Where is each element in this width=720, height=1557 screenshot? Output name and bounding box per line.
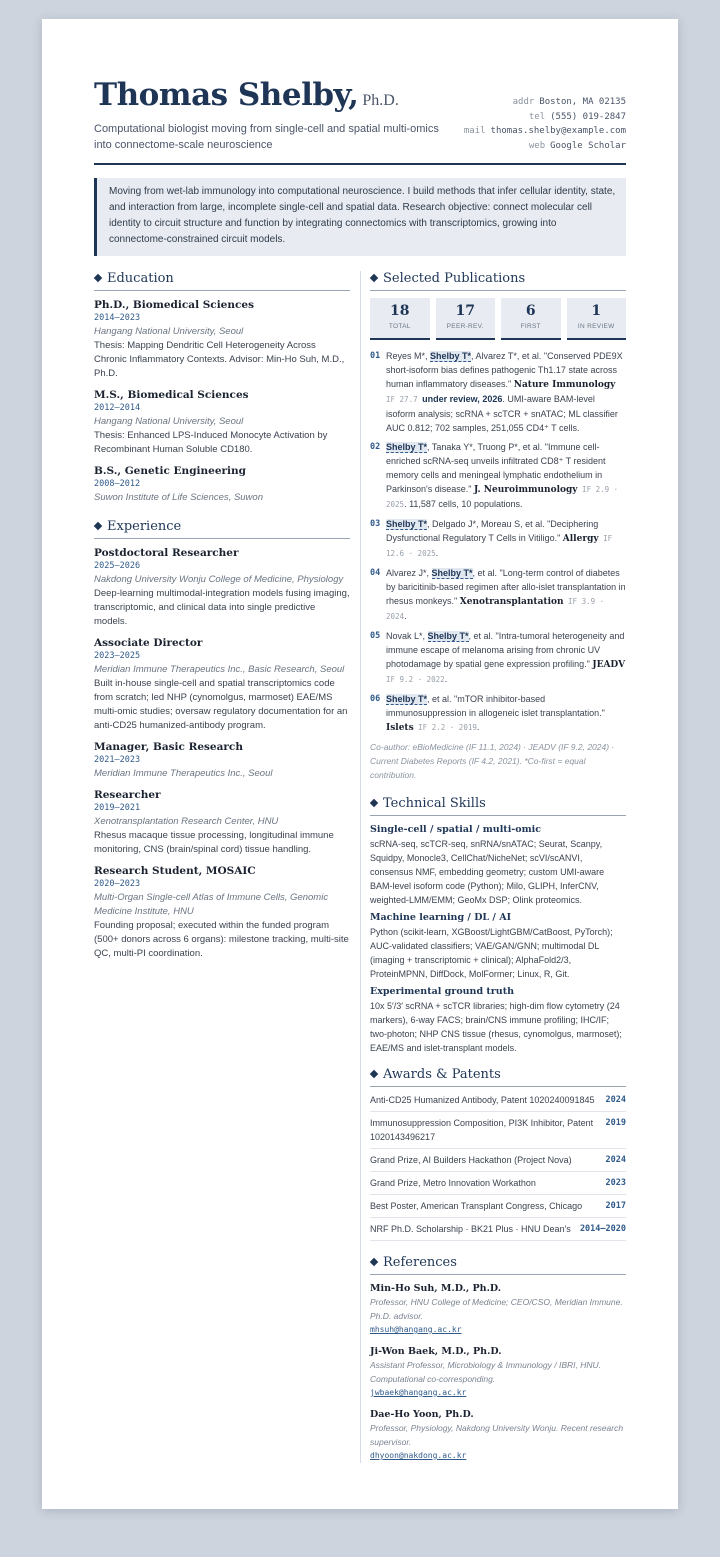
publication-item: 04 Alvarez J*, Shelby T*, et al. "Long-term control of diabetes by baricitinib-based regimen after allo-islet transplantation in rhesus monkeys." Xenotransplantation IF 3.9 · 2024.: [370, 566, 626, 624]
references-heading: References: [370, 1255, 626, 1275]
degree-title: M.S., Biomedical Sciences: [94, 389, 249, 401]
role-date: 2023–2025: [94, 651, 141, 661]
award-row: Immunosuppression Composition, PI3K Inhibitor, Patent 1020143496217 2019: [370, 1112, 626, 1149]
journal-name: Nature Immunology: [513, 380, 616, 390]
role-title: Associate Director: [94, 637, 203, 649]
skill-group-text: Python (scikit-learn, XGBoost/LightGBM/CatBoost, PyTorch); AUC-validated classifiers; VAE/GAN/GNN; multimodal DL (imaging + transcriptomic + clinical); AlphaFold2/3, ProteinMPNN, DiffDock, MolFormer; Linux, R, Git.: [370, 927, 613, 979]
reference-email-link[interactable]: mhsuh@hangang.ac.kr: [370, 1325, 462, 1334]
reference-item: [370, 1345, 626, 1400]
stat-total: 18 TOTAL: [370, 298, 430, 340]
contact-web[interactable]: web Google Scholar: [528, 140, 626, 151]
header-rule: [94, 163, 626, 165]
stat-first-author: 6 FIRST: [501, 298, 561, 340]
award-year: 2017: [605, 1201, 626, 1211]
role-title: Researcher: [94, 789, 161, 801]
self-author: Shelby T*: [431, 568, 473, 578]
tagline: Computational biologist moving from single-cell and spatial multi-omics into connectome-scale neuroscience: [94, 123, 439, 151]
reference-email-link[interactable]: jwbaek@hangang.ac.kr: [370, 1388, 467, 1397]
diamond-icon: [370, 1258, 378, 1266]
degree-desc: Thesis: Enhanced LPS-Induced Monocyte Activation by Recombinant Human Soluble CD180.: [94, 430, 328, 455]
awards-list: [370, 1089, 626, 1241]
education-entry: [94, 298, 350, 381]
publication-item: 06 Shelby T*, et al. "mTOR inhibitor-based immunosuppression in allogeneic islet transplantation." Islets IF 2.2 · 2019.: [370, 694, 605, 733]
diamond-icon: [370, 799, 378, 807]
skill-group-text: scRNA-seq, scTCR-seq, snRNA/snATAC; Seurat, Scanpy, Squidpy, Monocle3, CellChat/NicheNet; scVI/scANVI, consensus NMF, embedding geometry; custom UMI-aware BAM-level isoform code (Python); Milo, GLIPH, InferCNV, weighted-LMM/EMM; GeoMx DSP; Olink proteomics.: [370, 839, 605, 905]
role-desc: Built in-house single-cell and spatial transcriptomics code from scratch; led NHP (cynomolgus, marmoset) EAE/MS multi-omic studies; oversaw regulatory documentation for an anti-CD25 humanized-antibody program.: [94, 678, 348, 731]
degree-org: Hangang National University, Seoul: [94, 326, 244, 337]
degree-title: B.S., Genetic Engineering: [94, 465, 247, 477]
experience-entry: [94, 740, 350, 781]
impact-factor: IF 12.6 · 2025: [386, 534, 613, 558]
skill-group: [370, 911, 626, 981]
journal-name: Islets: [386, 723, 414, 733]
journal-name: Allergy: [562, 534, 599, 544]
awards-heading: Awards & Patents: [370, 1067, 626, 1087]
award-row: NRF Ph.D. Scholarship · BK21 Plus · HNU Dean's 2014–2020: [370, 1218, 626, 1241]
publication-item: 05 Novak L*, Shelby T*, et al. "Intra-tumoral heterogeneity and immune escape of melanoma arising from chronic UV photodamage by spatial gene expression profiling." JEADV IF 9.2 · 2022.: [370, 629, 626, 687]
degree-date: 2012–2014: [94, 403, 141, 413]
role-title: Postdoctoral Researcher: [94, 547, 239, 559]
impact-factor: IF 27.7: [386, 395, 423, 404]
impact-factor: IF 2.9 · 2025: [386, 485, 619, 509]
stat-peer-reviewed: 17 PEER-REV.: [436, 298, 496, 340]
diamond-icon: [370, 1070, 378, 1078]
degree-title: Ph.D., Biomedical Sciences: [94, 299, 254, 311]
role-date: 2019–2021: [94, 803, 141, 813]
experience-heading: Experience: [94, 519, 350, 539]
role-org: Nakdong University Wonju College of Medicine, Physiology: [94, 574, 344, 585]
reference-role: Professor, HNU College of Medicine; CEO/CSO, Meridian Immune. Ph.D. advisor.: [370, 1297, 623, 1321]
contact-block: [464, 95, 626, 153]
role-date: 2020–2023: [94, 879, 141, 889]
resume-sheet: [42, 19, 678, 1509]
skill-group-text: 10x 5′/3′ scRNA + scTCR libraries; high-dim flow cytometry (24 markers), 6-way FACS; brain/CNS immune profiling; IHC/IF; two-photon; NHP CNS tissue (rhesus, cynomolgus, marmoset); EAE/MS and islet-transplant models.: [370, 1001, 622, 1053]
skill-group: [370, 823, 626, 907]
experience-entry: [94, 864, 350, 961]
award-row: Grand Prize, Metro Innovation Workathon 2023: [370, 1172, 626, 1195]
contact-phone: tel (555) 019-2847: [528, 111, 626, 122]
award-year: 2019: [605, 1118, 626, 1128]
left-column: [94, 271, 350, 968]
publication-item: 01 Reyes M*, Shelby T*, Alvarez T*, et al. "Conserved PDE9X short-isoform bias defines pathogenic Th1.17 state across human inflammatory diseases." Nature Immunology IF 27.7 under review, 2026. UMI-aware BAM-level isoform analysis; scRNA + scTCR + snATAC; ML classifier AUC 0.812; 702 samples, 251,055 CD4⁺ T cells.: [370, 351, 623, 433]
reference-name: Dae-Ho Yoon, Ph.D.: [370, 1409, 474, 1420]
award-year: 2024: [605, 1095, 626, 1105]
reference-role: Assistant Professor, Microbiology & Immunology / IBRI, HNU. Computational co-corresponding.: [370, 1360, 601, 1384]
reference-name: Min-Ho Suh, M.D., Ph.D.: [370, 1283, 502, 1294]
self-author: Shelby T*: [386, 694, 428, 704]
contact-address: addr Boston, MA 02135: [512, 97, 626, 107]
reference-item: [370, 1282, 626, 1337]
self-author: Shelby T*: [386, 442, 428, 452]
role-date: 2021–2023: [94, 755, 141, 765]
self-author: Shelby T*: [386, 519, 428, 529]
stat-in-review: 1 IN REVIEW: [567, 298, 627, 340]
award-row: Best Poster, American Transplant Congress, Chicago 2017: [370, 1195, 626, 1218]
contact-email[interactable]: mail thomas.shelby@example.com: [463, 126, 626, 136]
degree-date: 2008–2012: [94, 479, 141, 489]
education-heading: Education: [94, 271, 350, 291]
skill-group: [370, 985, 626, 1055]
award-year: 2023: [605, 1178, 626, 1188]
self-author: Shelby T*: [427, 631, 469, 641]
publication-number: 05: [370, 631, 381, 641]
right-column: [370, 271, 626, 1471]
role-desc: Rhesus macaque tissue processing, longitudinal immune monitoring, CNS (brain/spinal cord) tissue handling.: [94, 830, 334, 855]
award-row: Anti-CD25 Humanized Antibody, Patent 1020240091845 2024: [370, 1089, 626, 1112]
publication-item: 03 Shelby T*, Delgado J*, Moreau S, et al. "Deciphering Dysfunctional Regulatory T Cells in Vitiligo." Allergy IF 12.6 · 2025.: [370, 517, 626, 561]
journal-name: Xenotransplantation: [459, 597, 564, 607]
education-entry: [94, 464, 350, 505]
skill-group-title: Single-cell / spatial / multi-omic: [370, 824, 542, 835]
role-org: Multi-Organ Single-cell Atlas of Immune Cells, Genomic Medicine Institute, HNU: [94, 892, 329, 917]
award-row: Grand Prize, AI Builders Hackathon (Project Nova) 2024: [370, 1149, 626, 1172]
publication-note: Co-author: eBioMedicine (IF 11.1, 2024) · JEADV (IF 9.2, 2024) · Current Diabetes Reports (IF 4.2, 2021). *Co-first = equal contribution.: [370, 742, 615, 780]
experience-entry: [94, 636, 350, 733]
award-year: 2024: [605, 1155, 626, 1165]
experience-entry: [94, 788, 350, 857]
diamond-icon: [94, 522, 102, 530]
role-org: Meridian Immune Therapeutics Inc., Seoul: [94, 768, 273, 779]
reference-item: [370, 1408, 626, 1463]
publication-number: 06: [370, 694, 381, 704]
summary-box: Moving from wet-lab immunology into computational neuroscience. I build methods that infer cellular identity, state, and interaction from large, incomplete single-cell and spatial data. Research objective: connect molecular cell identity to circuit structure and function by integrating connectomics with transcriptomics, growing into connectome-constrained circuit models.: [94, 178, 626, 256]
role-date: 2025–2026: [94, 561, 141, 571]
role-desc: Founding proposal; executed within the funded program (500+ donors across 6 organs): milestone tracking, multi-site QC, multi-PI coordination.: [94, 920, 349, 959]
degree-org: Suwon Institute of Life Sciences, Suwon: [94, 492, 263, 503]
experience-entry: [94, 546, 350, 629]
impact-factor: IF 2.2 · 2019: [413, 723, 477, 732]
impact-factor: IF 9.2 · 2022: [386, 675, 445, 684]
publications-heading: Selected Publications: [370, 271, 626, 291]
review-status: under review, 2026: [422, 394, 503, 404]
impact-factor: IF 3.9 · 2024: [386, 597, 605, 621]
publication-stats: [370, 298, 626, 340]
credential: Ph.D.: [362, 92, 399, 109]
skills-heading: Technical Skills: [370, 796, 626, 816]
skill-group-title: Experimental ground truth: [370, 986, 515, 997]
degree-desc: Thesis: Mapping Dendritic Cell Heterogeneity Across Chronic Inflammatory Contexts. Advisor: Min-Ho Suh, M.D., Ph.D.: [94, 340, 345, 379]
reference-email-link[interactable]: dhyoon@nakdong.ac.kr: [370, 1451, 467, 1460]
journal-name: JEADV: [592, 660, 626, 670]
skill-group-title: Machine learning / DL / AI: [370, 912, 512, 923]
education-entry: [94, 388, 350, 457]
candidate-name: Thomas Shelby, Ph.D.: [94, 77, 399, 113]
diamond-icon: [370, 274, 378, 282]
role-org: Meridian Immune Therapeutics Inc., Basic Research, Seoul: [94, 664, 345, 675]
degree-date: 2014–2023: [94, 313, 141, 323]
role-title: Manager, Basic Research: [94, 741, 243, 753]
journal-name: J. Neuroimmunology: [473, 485, 578, 495]
publication-number: 04: [370, 568, 381, 578]
award-year: 2014–2020: [579, 1224, 626, 1234]
column-divider: [360, 271, 361, 1463]
reference-name: Ji-Won Baek, M.D., Ph.D.: [370, 1346, 502, 1357]
publication-number: 02: [370, 442, 381, 452]
publication-number: 03: [370, 519, 381, 529]
role-org: Xenotransplantation Research Center, HNU: [94, 816, 279, 827]
reference-role: Professor, Physiology, Nakdong University Wonju. Recent research supervisor.: [370, 1423, 624, 1447]
degree-org: Hangang National University, Seoul: [94, 416, 244, 427]
self-author: Shelby T*: [430, 351, 472, 361]
role-title: Research Student, MOSAIC: [94, 865, 256, 877]
role-desc: Deep-learning multimodal-integration models fusing imaging, transcriptomic, and clinical data into single predictive models.: [94, 588, 350, 627]
publication-item: 02 Shelby T*, Tanaka Y*, Truong P*, et al. "Immune cell-enriched scRNA-seq unveils infiltrated CD8⁺ T resident memory cells and meningeal lymphatic endothelium in Parkinson's disease." J. Neuroimmunology IF 2.9 · 2025. 11,587 cells, 10 populations.: [370, 440, 626, 512]
publication-number: 01: [370, 351, 381, 361]
diamond-icon: [94, 274, 102, 282]
